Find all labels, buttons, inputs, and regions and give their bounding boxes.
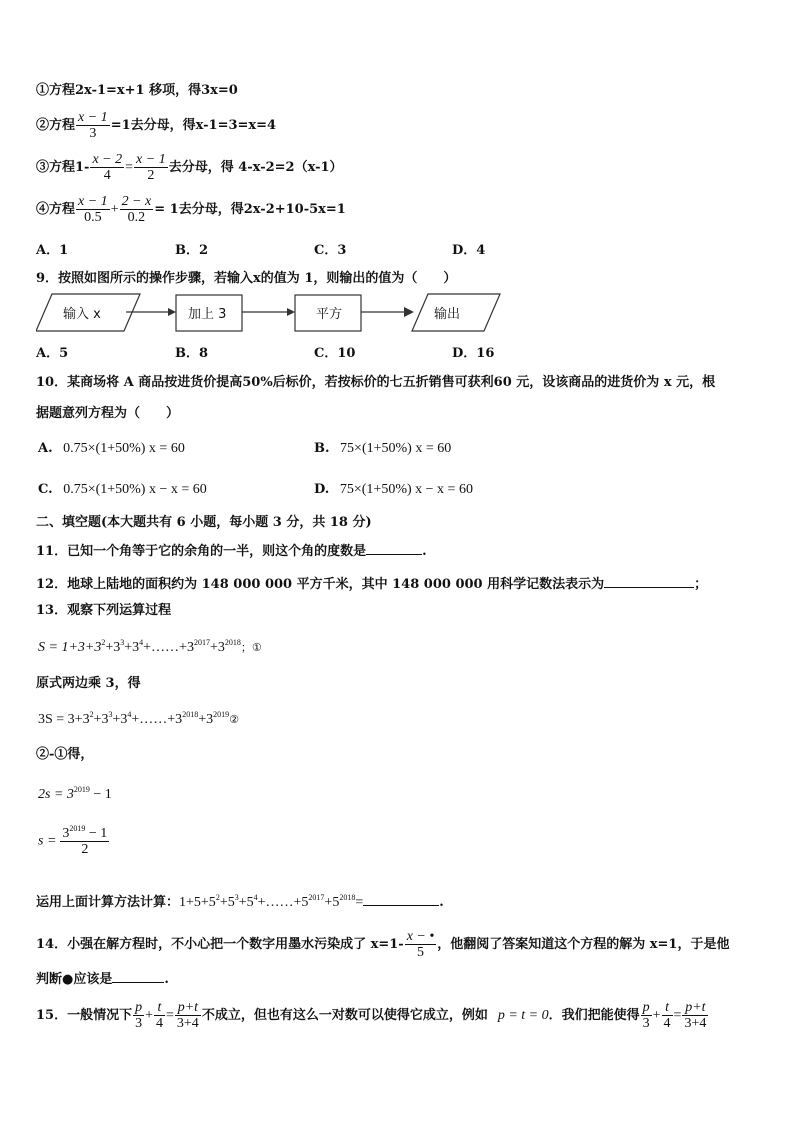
q8-option-b[interactable]: B．2 (175, 243, 209, 258)
q15-plus: + (652, 1008, 661, 1023)
q13-apply-expression (179, 895, 363, 910)
q10-option-a-label: A. (38, 441, 53, 456)
flow-arrowhead-1 (168, 308, 176, 316)
q14-numerator: x − • (406, 929, 435, 944)
flow-arrowhead-3 (404, 307, 414, 317)
q10-stem-line-1: 10．某商场将 A 商品按进货价提高50%后标价，若按标价的七五折销售可获利60 元，设该商品的进货价为 x 元，根 (36, 375, 716, 390)
q8-item-3-f1-numerator: x − 2 (92, 152, 123, 167)
q11-answer-blank[interactable] (366, 540, 422, 555)
q15-mid: 不成立，但也有这么一对数可以使得它成立，例如 (201, 1008, 488, 1023)
q15-frac-sum (175, 1000, 201, 1031)
q14-line-2-text: 判断●应该是 (36, 972, 113, 987)
q13-apply-part: +5 (324, 895, 340, 910)
q15-frac-t4 (154, 1000, 165, 1031)
q8-item-4 (36, 194, 346, 225)
q15-frac-den: 3+4 (684, 1016, 707, 1031)
q13-eq1-part: +3 (209, 640, 225, 655)
q14-pre: 14．小强在解方程时，不小心把一个数字用墨水污染成了 x=1- (36, 937, 404, 952)
q13-answer-blank[interactable] (363, 891, 439, 906)
q13-eq4-fraction (60, 826, 109, 857)
q13-eq1-part: +3 (105, 640, 121, 655)
q8-option-d[interactable]: D．4 (452, 243, 486, 258)
q13-eq2-exp: 3 (108, 710, 113, 719)
q14-line-1 (36, 929, 729, 960)
q13-eq4-minus: − 1 (85, 826, 108, 841)
q12-text: 12．地球上陆地的面积约为 148 000 000 平方千米，其中 148 000 000 用科学记数法表示为 (36, 577, 605, 592)
q15-frac-num: p+t (175, 1000, 201, 1016)
q13-eq4-base: 3 (62, 826, 70, 841)
q13-apply-exp: 2017 (308, 893, 325, 902)
q10-option-c-equation: 0.75×(1+50%) x − x = 60 (63, 482, 207, 497)
q10-option-b-label: B. (314, 441, 330, 456)
q11-text: 11．已知一个角等于它的余角的一半，则这个角的度数是 (36, 544, 367, 559)
q13-apply-end: . (439, 895, 444, 910)
q15-mid2: ．我们把能使得 (548, 1008, 640, 1023)
q10-option-a-equation: 0.75×(1+50%) x = 60 (63, 441, 185, 456)
q14-post: ，他翻阅了答案知道这个方程的解为 x=1，于是他 (437, 937, 730, 952)
q8-item-1: ①方程2x-1=x+1 移项，得3x=0 (36, 83, 238, 98)
q8-item-3-f1-denominator: 4 (103, 168, 111, 183)
flow-input-label: 输入 x (63, 307, 101, 322)
q13-eq2-exp: 2018 (182, 710, 199, 719)
q13-apply-part: +……+5 (257, 895, 309, 910)
q12-end: ； (694, 577, 708, 592)
q10-option-d[interactable] (314, 482, 473, 498)
q8-item-3-equals: = (125, 160, 134, 175)
q13-equation-4 (38, 826, 110, 857)
q13-apply-exp: 4 (253, 893, 258, 902)
section-2-heading: 二、填空题(本大题共有 6 小题，每小题 3 分，共 18 分) (36, 515, 372, 530)
q15-frac-t4-2 (662, 1000, 673, 1031)
q9-stem: 9．按照如图所示的操作步骤，若输入x的值为 1，则输出的值为（ ） (36, 271, 457, 286)
q15-frac-p3 (133, 1000, 144, 1031)
q13-equation-1 (38, 639, 262, 657)
q15-frac-num: p (135, 1000, 143, 1015)
flow-square-label: 平方 (316, 307, 343, 322)
q13-apply-part: +5 (238, 895, 254, 910)
q8-option-c[interactable]: C．3 (314, 243, 347, 258)
q8-item-4-fraction-2 (120, 194, 154, 225)
q13-eq1-part: S = 1+3+3 (38, 640, 102, 655)
q13-eq1-part: +3 (124, 640, 140, 655)
q9-flowchart (36, 291, 506, 335)
q13-eq4-denominator: 2 (81, 842, 89, 857)
q13-eq2-part: 3S = 3+3 (38, 712, 90, 727)
q13-eq2-part: +3 (112, 712, 128, 727)
q14-end: . (164, 972, 169, 987)
q8-item-2-post: =1去分母，得x-1=3=x=4 (110, 118, 277, 133)
q10-stem-line-2: 据题意列方程为（ ） (36, 406, 180, 421)
q13-eq4-exp: 2019 (69, 824, 86, 833)
q8-item-4-f2-numerator: 2 − x (121, 194, 152, 209)
q15-frac-num: p (642, 1000, 650, 1015)
q13-eq3-exp: 2019 (73, 785, 90, 794)
q15-frac-den: 3 (642, 1016, 650, 1031)
q8-option-a[interactable]: A．1 (36, 243, 69, 258)
q15-frac-den: 4 (156, 1016, 163, 1031)
q10-option-c-label: C. (38, 482, 53, 497)
flow-output-label: 输出 (434, 307, 461, 322)
q13-line-2: 原式两边乘 3，得 (36, 676, 141, 691)
q8-item-4-plus: + (110, 202, 119, 217)
q9-option-d[interactable]: D．16 (452, 346, 495, 361)
q13-stem: 13．观察下列运算过程 (36, 603, 172, 618)
q10-option-c[interactable] (38, 482, 207, 498)
q11-end: . (422, 544, 427, 559)
q13-eq4-lhs: s = (38, 833, 57, 849)
q13-apply-exp: 3 (234, 893, 239, 902)
q13-eq2-exp: 4 (127, 710, 132, 719)
q8-item-3-post: 去分母，得 4-x-2=2（x-1） (168, 160, 343, 175)
q8-item-2-fraction (76, 110, 110, 141)
q8-item-4-post: = 1去分母，得2x-2+10-5x=1 (154, 202, 346, 217)
q8-item-2-denominator: 3 (89, 126, 97, 141)
q8-item-2-pre: ②方程 (36, 118, 76, 133)
q15-example: p = t = 0 (497, 1008, 549, 1023)
q9-option-a[interactable]: A．5 (36, 346, 69, 361)
q15-frac-p3-2 (641, 1000, 652, 1031)
q15-frac-den: 3 (135, 1016, 143, 1031)
q15-frac-num: p+t (682, 1000, 708, 1016)
q15-frac-den: 3+4 (176, 1016, 199, 1031)
q13-eq2-marker: ② (229, 713, 239, 726)
q13-eq2-part: +3 (198, 712, 214, 727)
q10-option-d-label: D. (314, 482, 330, 497)
q13-eq3-part: − 1 (89, 787, 112, 802)
q15-equals: = (673, 1008, 682, 1023)
q15-frac-sum-2 (682, 1000, 708, 1031)
q15-frac-num: t (662, 1000, 673, 1016)
q13-eq1-exp: 3 (120, 638, 125, 647)
q13-apply (36, 891, 444, 912)
q9-option-b[interactable]: B．8 (175, 346, 209, 361)
q13-eq4-numerator (60, 826, 109, 842)
q14-line-2 (36, 968, 169, 989)
q8-item-4-pre: ④方程 (36, 202, 76, 217)
q10-option-b-equation: 75×(1+50%) x = 60 (340, 441, 452, 456)
q8-item-4-f1-numerator: x − 1 (78, 194, 108, 209)
q13-eq1-exp: 4 (139, 638, 144, 647)
q15-frac-den: 4 (663, 1016, 671, 1031)
q15-frac-num: t (154, 1000, 165, 1016)
q12-answer-blank[interactable] (604, 573, 694, 588)
q13-eq2-exp: 2 (89, 710, 94, 719)
q8-item-4-f1-denominator: 0.5 (84, 210, 102, 225)
q13-eq2-part: +……+3 (131, 712, 183, 727)
q13-apply-equals: = (355, 895, 364, 910)
q11 (36, 540, 427, 561)
q10-option-d-equation: 75×(1+50%) x − x = 60 (339, 482, 473, 497)
q13-eq1-exp: 2 (101, 638, 106, 647)
q15-line-1 (36, 1000, 709, 1031)
q8-item-3-fraction-2 (134, 152, 168, 183)
q8-item-3-f2-denominator: 2 (147, 168, 155, 183)
q14-fraction (405, 929, 437, 960)
flow-add-label: 加上 3 (188, 307, 227, 322)
q14-denominator: 5 (416, 945, 424, 960)
q13-apply-part: +5 (219, 895, 235, 910)
q15-plus: + (145, 1008, 153, 1023)
q13-eq2-exp: 2019 (213, 710, 230, 719)
q8-item-3-f2-numerator: x − 1 (136, 152, 166, 167)
q8-item-4-fraction-1 (76, 194, 110, 225)
q13-apply-part: 1+5+5 (179, 895, 216, 910)
q8-item-3 (36, 152, 343, 183)
q15-pre: 15．一般情况下 (36, 1008, 133, 1023)
q8-item-3-fraction-1 (90, 152, 124, 183)
q13-equation-3 (38, 786, 112, 804)
q13-eq1-marker: ；① (240, 641, 262, 654)
q15-equals: = (166, 1008, 174, 1023)
q10-option-b[interactable] (314, 441, 451, 457)
q13-apply-exp: 2 (215, 893, 220, 902)
q13-eq1-exp: 2018 (224, 638, 241, 647)
q13-eq3-part: 2s = 3 (38, 787, 74, 802)
q10-option-a[interactable] (38, 441, 185, 457)
q8-item-3-pre: ③方程1- (36, 160, 90, 175)
q8-item-2 (36, 110, 276, 141)
q12 (36, 573, 707, 594)
q13-eq2-part: +3 (93, 712, 109, 727)
flow-arrowhead-2 (287, 308, 295, 316)
q14-answer-blank[interactable] (112, 968, 164, 983)
q8-item-2-numerator: x − 1 (78, 110, 108, 125)
q13-apply-text: 运用上面计算方法计算： (36, 895, 180, 910)
q13-line-3: ②-①得， (36, 747, 94, 762)
q13-equation-2 (38, 711, 239, 729)
q13-eq1-part: +……+3 (143, 640, 194, 655)
q9-option-c[interactable]: C．10 (314, 346, 356, 361)
q8-item-4-f2-denominator: 0.2 (127, 210, 146, 225)
q13-apply-exp: 2018 (339, 893, 356, 902)
q13-eq1-exp: 2017 (193, 638, 210, 647)
